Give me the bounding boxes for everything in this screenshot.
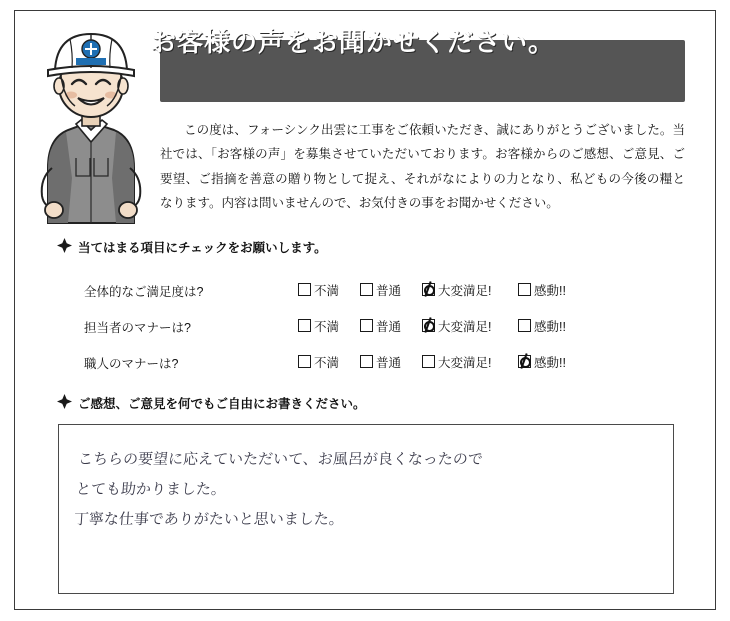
option-普通[interactable] xyxy=(360,353,401,371)
handwritten-comment xyxy=(73,444,659,534)
intro-paragraph xyxy=(160,118,685,216)
checkbox-checked-icon[interactable] xyxy=(518,355,531,368)
diamond-bullet-icon xyxy=(57,394,72,409)
option-大変満足[interactable] xyxy=(422,281,491,299)
checkbox-icon[interactable] xyxy=(518,283,531,296)
question-row xyxy=(84,352,669,374)
section-heading-comment: ご感想、ご意見を何でもご自由にお書きください。 xyxy=(78,397,366,411)
comment-line-1: こちらの要望に応えていただいて、お風呂が良くなったので xyxy=(77,450,484,468)
option-label: 感動!! xyxy=(534,356,566,370)
option-不満[interactable] xyxy=(298,317,339,335)
option-label: 不満 xyxy=(314,284,340,298)
checkbox-icon[interactable] xyxy=(298,355,311,368)
option-label: 大変満足! xyxy=(438,356,492,370)
option-感動[interactable] xyxy=(518,281,566,299)
intro-text: この度は、フォーシンク出雲に工事をご依頼いただき、誠にありがとうございました。当社では、「お客様の声」を募集させていただいております。お客様からのご感想、ご意見、ご要望、ご指摘を善意の贈り物として捉え、それがなによりの力となり、私どもの今後の糧となります。内容は問いませんので、お気付きの事をお聞かせください。 xyxy=(160,123,685,211)
question-label: 担当者のマナーは? xyxy=(84,321,191,335)
checkbox-icon[interactable] xyxy=(360,283,373,296)
question-label: 職人のマナーは? xyxy=(84,357,179,371)
checkbox-checked-icon[interactable] xyxy=(422,283,435,296)
checkbox-icon[interactable] xyxy=(298,283,311,296)
checkbox-icon[interactable] xyxy=(518,319,531,332)
option-label: 普通 xyxy=(376,356,402,370)
checkbox-icon[interactable] xyxy=(360,319,373,332)
checkbox-icon[interactable] xyxy=(298,319,311,332)
option-不満[interactable] xyxy=(298,353,339,371)
option-label: 普通 xyxy=(376,320,402,334)
option-不満[interactable] xyxy=(298,281,339,299)
option-label: 大変満足! xyxy=(438,320,492,334)
option-普通[interactable] xyxy=(360,281,401,299)
comment-line-2: とても助かりました。 xyxy=(75,480,227,498)
checkbox-checked-icon[interactable] xyxy=(422,319,435,332)
question-row xyxy=(84,316,669,338)
page-title: お客様の声をお聞かせください。 xyxy=(150,27,556,57)
option-label: 感動!! xyxy=(534,284,566,298)
checkbox-icon[interactable] xyxy=(360,355,373,368)
question-row xyxy=(84,280,669,302)
option-label: 普通 xyxy=(376,284,402,298)
checkbox-icon[interactable] xyxy=(422,355,435,368)
option-label: 不満 xyxy=(314,320,340,334)
option-label: 不満 xyxy=(314,356,340,370)
option-label: 感動!! xyxy=(534,320,566,334)
diamond-bullet-icon xyxy=(57,238,72,253)
option-大変満足[interactable] xyxy=(422,353,491,371)
option-普通[interactable] xyxy=(360,317,401,335)
comment-line-3: 丁寧な仕事でありがたいと思いました。 xyxy=(73,510,345,528)
option-感動[interactable] xyxy=(518,353,566,371)
section-heading-check: 当てはまる項目にチェックをお願いします。 xyxy=(78,241,327,255)
option-label: 大変満足! xyxy=(438,284,492,298)
option-感動[interactable] xyxy=(518,317,566,335)
question-label: 全体的なご満足度は? xyxy=(84,285,204,299)
option-大変満足[interactable] xyxy=(422,317,491,335)
